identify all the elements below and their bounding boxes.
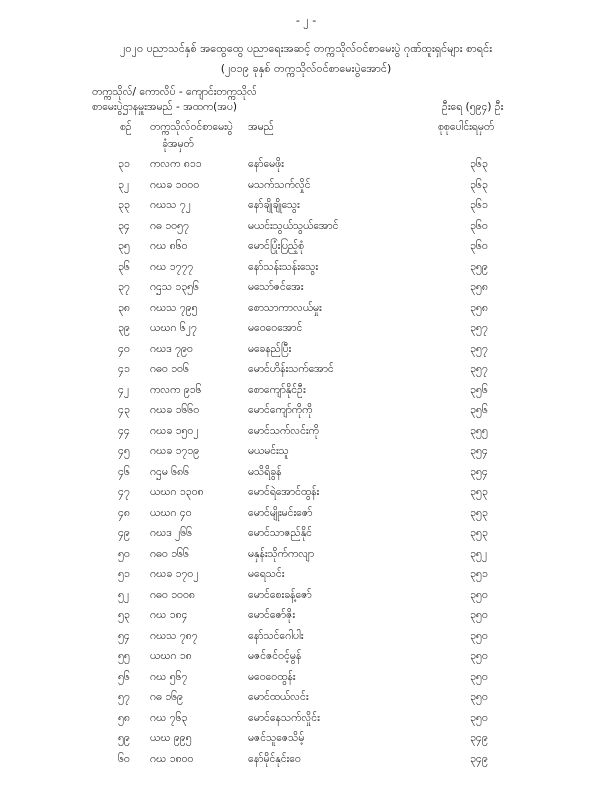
student-name: မောင်ပြုံးပြည့်စုံ (248, 240, 305, 252)
table-row (0, 179, 612, 200)
row-number: ၄၇ (118, 486, 130, 498)
row-number: ၄၈ (118, 506, 130, 519)
total-marks: ၃၅၃ (470, 506, 488, 519)
row-number: ၆၀ (118, 752, 130, 765)
total-marks: ၃၅၀ (470, 691, 488, 703)
total-marks: ၃၄၉ (470, 732, 488, 744)
table-row (0, 322, 612, 343)
table-row (0, 466, 612, 487)
table-row (0, 363, 612, 384)
total-marks: ၃၅၃ (470, 527, 488, 539)
header-no: စဉ် (120, 121, 132, 133)
row-number: ၃၉ (118, 322, 130, 334)
student-name: မောင်သာဇည်နိုင် (248, 527, 312, 539)
row-number: ၃၄ (118, 219, 130, 232)
row-number: ၄၆ (118, 465, 130, 478)
roll-number: ဂဃ ၅၆၇ (150, 670, 188, 683)
roll-number: ဂဓ ၁၀၅၇ (150, 219, 189, 232)
total-marks: ၃၅၆ (470, 404, 488, 416)
header-name: အမည် (248, 121, 274, 133)
row-number: ၅၁ (118, 568, 130, 580)
table-row (0, 486, 612, 507)
table-row (0, 691, 612, 712)
total-marks: ၃၅၂ (470, 547, 487, 560)
table-row (0, 548, 612, 569)
row-number: ၄၀ (118, 342, 130, 355)
student-name: မောင်ထယ်လင်း (248, 691, 309, 703)
document-title: ၂၀၂၀ ပညာသင်နှစ် အထွေထွေ ပညာရေးအဆင့် တက္ကသိုလ်ဝင်စာမေးပွဲ ဂုဏ်ထူးရှင်များ စာရင်း (119, 42, 493, 55)
total-marks: ၃၅၀ (470, 711, 488, 724)
total-marks: ၃၅၄ (470, 445, 488, 457)
header-roll-sub: ခုံအမှတ် (162, 138, 194, 150)
roll-number: ဂဃခ ၁၀၀၀ (150, 178, 200, 191)
total-marks: ၃၅၀ (470, 629, 488, 642)
row-number: ၅၆ (118, 670, 130, 683)
student-name: မောင်ဟိန်းသက်အောင် (248, 363, 334, 375)
row-number: ၅၅ (118, 650, 130, 662)
roll-number: ဂဃခ ၁၇၁၉ (150, 445, 200, 457)
student-name: မောင်စေးခန့်ဇော် (248, 588, 312, 601)
table-row (0, 609, 612, 630)
student-name: မယမင်းသူ (248, 445, 289, 457)
results-table (0, 158, 612, 773)
total-marks: ၃၅၇ (470, 322, 488, 334)
roll-number: ယဃဂ ၁၃၀၈ (150, 486, 204, 498)
student-name: မဝေဝေထွန်း (248, 670, 296, 683)
roll-number: ဂဃ ၁၇၇၇ (150, 260, 194, 273)
row-number: ၃၅ (118, 240, 130, 252)
roll-number: ဂဃခ ၁၇၀၂ (150, 568, 199, 580)
roll-number: ဂဃဒ ၇၉၀ (150, 342, 193, 355)
total-marks: ၃၅၈ (470, 281, 488, 293)
total-marks: ၃၅၅ (470, 424, 488, 437)
student-name: နော်ချိုချိုသွေး (248, 199, 300, 211)
student-name: မဝေဝေအောင် (248, 322, 303, 334)
student-name: နော်သန်းသန်းသွေး (248, 260, 319, 273)
roll-number: ဂဃသ ၇၂ (150, 199, 191, 211)
row-number: ၄၅ (118, 445, 130, 457)
roll-number: ဂဌသ ၁၃၅၆ (150, 281, 199, 293)
roll-number: ဂဃခ ၁၅၀၂ (150, 424, 199, 437)
roll-number: ယဃ ၉၉၅ (150, 732, 192, 744)
roll-number: ဂဃသ ၇၈၇ (150, 629, 198, 642)
table-row (0, 343, 612, 364)
table-row (0, 527, 612, 548)
student-name: မောင်ကျော်ကိုကို (248, 404, 313, 416)
document-subtitle: (၂၀၁၉ ခုနှစ် တက္ကသိုလ်ဝင်စာမေးပွဲအောင်) (220, 62, 392, 75)
student-name: မောင်နေသက်လှိုင်း (248, 711, 320, 724)
student-name: မယင်းသွယ်သွယ်အောင် (248, 219, 339, 232)
table-row (0, 425, 612, 446)
total-marks: ၃၅၀ (470, 588, 488, 601)
total-marks: ၃၅၀ (470, 650, 488, 662)
row-number: ၅၂ (118, 588, 130, 601)
total-marks: ၃၅၄ (470, 465, 488, 478)
total-marks: ၃၅၆ (470, 383, 488, 396)
total-marks: ၃၆၀ (470, 240, 488, 252)
row-number: ၃၈ (118, 301, 130, 314)
row-number: ၃၃ (118, 199, 130, 211)
region-label: တက္ကသိုလ်/ ကောလိပ် - ကျောင်းတက္ကသိုလ် (92, 86, 257, 98)
student-name: မသိရိခွန် (248, 465, 282, 478)
table-row (0, 630, 612, 651)
row-number: ၃၇ (118, 281, 130, 293)
table-row (0, 712, 612, 733)
total-marks: ၃၅၇ (470, 342, 488, 355)
exam-center-label: စာမေးပွဲဌာနမှူးအမည် - အထက(အပ) (92, 101, 237, 113)
header-roll: တက္ကသိုလ်ဝင်စာမေးပွဲ (150, 121, 233, 133)
total-marks: ၃၆၃ (470, 158, 488, 170)
header-marks: စုစုပေါင်းရမှတ် (438, 121, 495, 133)
table-row (0, 281, 612, 302)
row-number: ၃၂ (118, 178, 130, 191)
student-name: မနှန်းသိုက်ကလျာ (248, 547, 315, 560)
roll-number: ဂဃသ ၇၉၅ (150, 301, 198, 314)
student-name: နော်မေဖိုး (248, 158, 284, 170)
roll-number: ဂဃခ ၁၆၆၀ (150, 404, 200, 416)
total-marks: ၃၅၀ (470, 609, 488, 621)
total-marks: ၃၅၉ (470, 260, 488, 273)
table-row (0, 404, 612, 425)
roll-number: ဂဌမ ၆၈၆ (150, 465, 189, 478)
total-marks: ၃၆၁ (470, 199, 488, 211)
table-row (0, 445, 612, 466)
table-row (0, 732, 612, 753)
row-number: ၃၆ (118, 260, 130, 273)
row-number: ၅၄ (118, 629, 130, 642)
row-number: ၅၉ (118, 732, 130, 744)
total-marks: ၃၅၃ (470, 486, 488, 498)
student-name: နော်သင်ဂေါပါး (248, 629, 304, 642)
student-name: မောင်ဇော်ဇိုး (248, 609, 296, 621)
table-row (0, 384, 612, 405)
total-count: ဦးရေ (၅၉၄) ဦး (442, 101, 504, 113)
row-number: ၄၄ (118, 424, 130, 437)
row-number: ၃၁ (118, 158, 130, 170)
total-marks: ၃၅၀ (470, 670, 488, 683)
roll-number: ဂဃ ၈၆၀ (150, 240, 188, 252)
table-row (0, 302, 612, 323)
row-number: ၅၇ (118, 691, 130, 703)
roll-number: ဂဃဒ ၂၆၆ (150, 527, 193, 539)
row-number: ၅၃ (118, 609, 130, 621)
student-name: စောကျော်နိုင်ဦး (248, 383, 306, 396)
student-name: မခေနည်ပြီး (248, 342, 292, 355)
total-marks: ၃၆၃ (470, 178, 488, 191)
student-name: မသော်ဇင်အေး (248, 281, 304, 293)
student-name: မောင်မျိုးမင်းဇော် (248, 506, 313, 519)
row-number: ၅၈ (118, 711, 130, 724)
total-marks: ၃၅၇ (470, 363, 488, 375)
student-name: မသက်သက်လှိုင် (248, 178, 311, 191)
table-row (0, 589, 612, 610)
roll-number: ယဃဂ ၄၀ (150, 506, 192, 519)
total-marks: ၃၄၉ (470, 752, 488, 765)
roll-number: ဂဃ ၇၆၃ (150, 711, 188, 724)
student-name: နော်မိုင်နုင်းဝေ (248, 752, 301, 765)
roll-number: ယဃဂ ၆၂၇ (150, 322, 197, 334)
page-number: - ၂ - (295, 14, 317, 27)
roll-number: ဂဓ ၁၆၉ (150, 691, 183, 703)
table-row (0, 568, 612, 589)
roll-number: ဂဃ ၁၈၄ (150, 609, 188, 621)
table-row (0, 240, 612, 261)
row-number: ၄၂ (118, 383, 130, 396)
student-name: မရေသင်း (248, 568, 285, 580)
roll-number: ကလက ၉၁၆ (150, 383, 202, 396)
student-name: မောင်ရဲအောင်ထွန်း (248, 486, 320, 498)
roll-number: ဂဓဝ ၁၀၆ (150, 363, 189, 375)
student-name: မဇင်ဇင်ဝင့်မွန် (248, 650, 302, 662)
total-marks: ၃၅၈ (470, 301, 488, 314)
student-name: မဇင်သူဇေသိမ့် (248, 732, 305, 744)
total-marks: ၃၆၀ (470, 219, 488, 232)
table-row (0, 507, 612, 528)
table-row (0, 158, 612, 179)
table-row (0, 753, 612, 774)
row-number: ၄၃ (118, 404, 130, 416)
row-number: ၄၁ (118, 363, 130, 375)
roll-number: ဂဓဝ ၁၆၆ (150, 547, 189, 560)
student-name: မောင်သက်လင်းကို (248, 424, 319, 437)
row-number: ၄၉ (118, 527, 130, 539)
student-name: စောသာကာလယ်မှုး (248, 301, 322, 314)
roll-number: ဂဓဝ ၁၀၀၈ (150, 588, 195, 601)
roll-number: ဂဃ ၁၈၀၀ (150, 752, 194, 765)
row-number: ၅၀ (118, 547, 130, 560)
table-row (0, 199, 612, 220)
table-row (0, 220, 612, 241)
table-row (0, 671, 612, 692)
table-row (0, 261, 612, 282)
roll-number: ကလက ၈၁၁ (150, 158, 202, 170)
roll-number: ယဃဂ ၁၈ (150, 650, 192, 662)
total-marks: ၃၅၁ (470, 568, 488, 580)
table-row (0, 650, 612, 671)
